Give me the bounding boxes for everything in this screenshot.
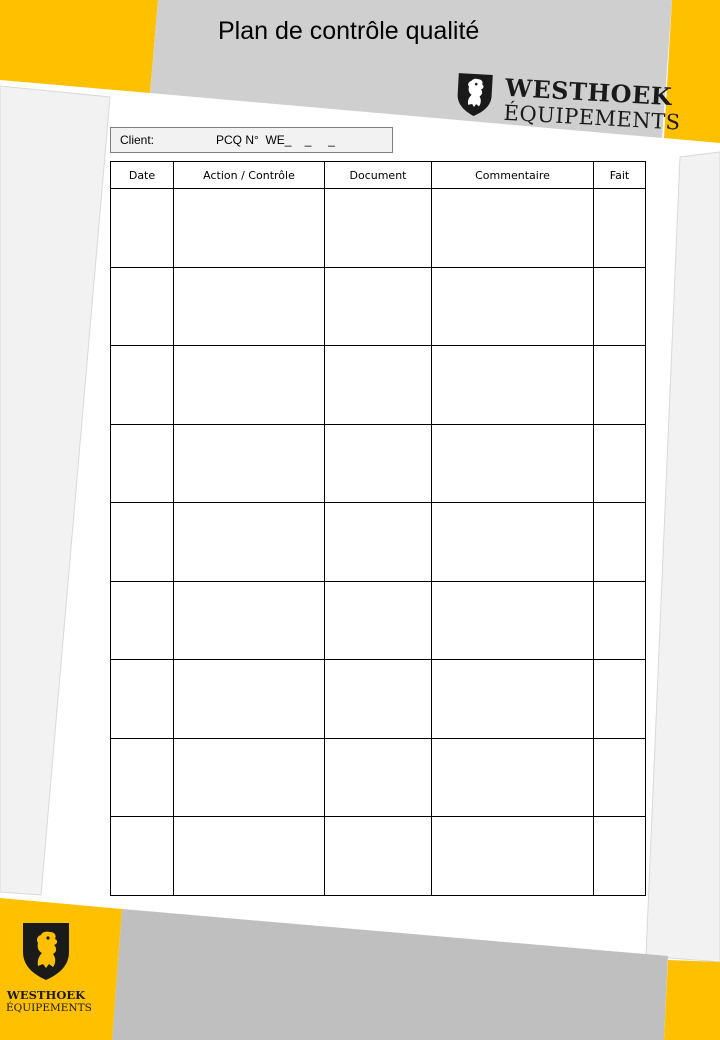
comment-cell[interactable] <box>432 267 594 346</box>
date-cell[interactable] <box>111 267 174 346</box>
action-cell[interactable] <box>174 189 325 268</box>
table-row <box>111 424 646 503</box>
date-cell[interactable] <box>111 817 174 896</box>
date-cell[interactable] <box>111 503 174 582</box>
document-cell[interactable] <box>325 267 432 346</box>
brand-logo-bottom <box>6 920 90 1020</box>
table-header-row <box>111 162 646 189</box>
action-cell[interactable] <box>174 503 325 582</box>
done-cell[interactable] <box>594 503 646 582</box>
table-row <box>111 189 646 268</box>
brand-name: WESTHOEK <box>504 72 673 112</box>
bottom-gray-banner <box>112 909 668 1040</box>
comment-cell[interactable] <box>432 503 594 582</box>
comment-cell[interactable] <box>432 660 594 739</box>
done-cell[interactable] <box>594 346 646 425</box>
comment-cell[interactable] <box>432 424 594 503</box>
date-cell[interactable] <box>111 346 174 425</box>
done-cell[interactable] <box>594 424 646 503</box>
table-row <box>111 581 646 660</box>
column-header-document: Document <box>325 162 432 189</box>
done-cell[interactable] <box>594 189 646 268</box>
comment-cell[interactable] <box>432 346 594 425</box>
comment-cell[interactable] <box>432 817 594 896</box>
comment-cell[interactable] <box>432 189 594 268</box>
action-cell[interactable] <box>174 817 325 896</box>
table-row <box>111 817 646 896</box>
client-field-box[interactable] <box>110 127 393 153</box>
lion-shield-icon <box>453 70 496 118</box>
bottom-right-yellow-panel <box>664 960 720 1040</box>
quality-control-table <box>110 161 646 896</box>
action-cell[interactable] <box>174 660 325 739</box>
done-cell[interactable] <box>594 581 646 660</box>
table-row <box>111 267 646 346</box>
action-cell[interactable] <box>174 581 325 660</box>
done-cell[interactable] <box>594 817 646 896</box>
date-cell[interactable] <box>111 424 174 503</box>
document-cell[interactable] <box>325 189 432 268</box>
done-cell[interactable] <box>594 660 646 739</box>
column-header-date: Date <box>111 162 174 189</box>
document-cell[interactable] <box>325 424 432 503</box>
brand-subtitle: ÉQUIPEMENTS <box>503 100 682 135</box>
table-row <box>111 503 646 582</box>
action-cell[interactable] <box>174 424 325 503</box>
action-cell[interactable] <box>174 738 325 817</box>
done-cell[interactable] <box>594 738 646 817</box>
document-cell[interactable] <box>325 503 432 582</box>
brand-subtitle: ÉQUIPEMENTS <box>6 1002 92 1014</box>
date-cell[interactable] <box>111 738 174 817</box>
document-cell[interactable] <box>325 817 432 896</box>
top-left-yellow-panel <box>0 0 158 93</box>
left-side-panel <box>0 86 110 895</box>
column-header-action: Action / Contrôle <box>174 162 325 189</box>
document-cell[interactable] <box>325 346 432 425</box>
date-cell[interactable] <box>111 581 174 660</box>
comment-cell[interactable] <box>432 581 594 660</box>
brand-name: WESTHOEK <box>6 988 86 1002</box>
document-cell[interactable] <box>325 660 432 739</box>
brand-logo-top <box>452 70 682 145</box>
action-cell[interactable] <box>174 267 325 346</box>
pcq-number-label: PCQ N° WE_ _ _ <box>216 133 335 147</box>
date-cell[interactable] <box>111 660 174 739</box>
table-row <box>111 738 646 817</box>
comment-cell[interactable] <box>432 738 594 817</box>
table-row <box>111 346 646 425</box>
action-cell[interactable] <box>174 346 325 425</box>
table-row <box>111 660 646 739</box>
date-cell[interactable] <box>111 189 174 268</box>
document-cell[interactable] <box>325 581 432 660</box>
document-title: Plan de contrôle qualité <box>218 17 480 45</box>
document-cell[interactable] <box>325 738 432 817</box>
client-label: Client: <box>120 133 155 147</box>
done-cell[interactable] <box>594 267 646 346</box>
column-header-comment: Commentaire <box>432 162 594 189</box>
column-header-done: Fait <box>594 162 646 189</box>
right-side-panel <box>646 152 720 962</box>
lion-shield-icon <box>20 920 72 982</box>
